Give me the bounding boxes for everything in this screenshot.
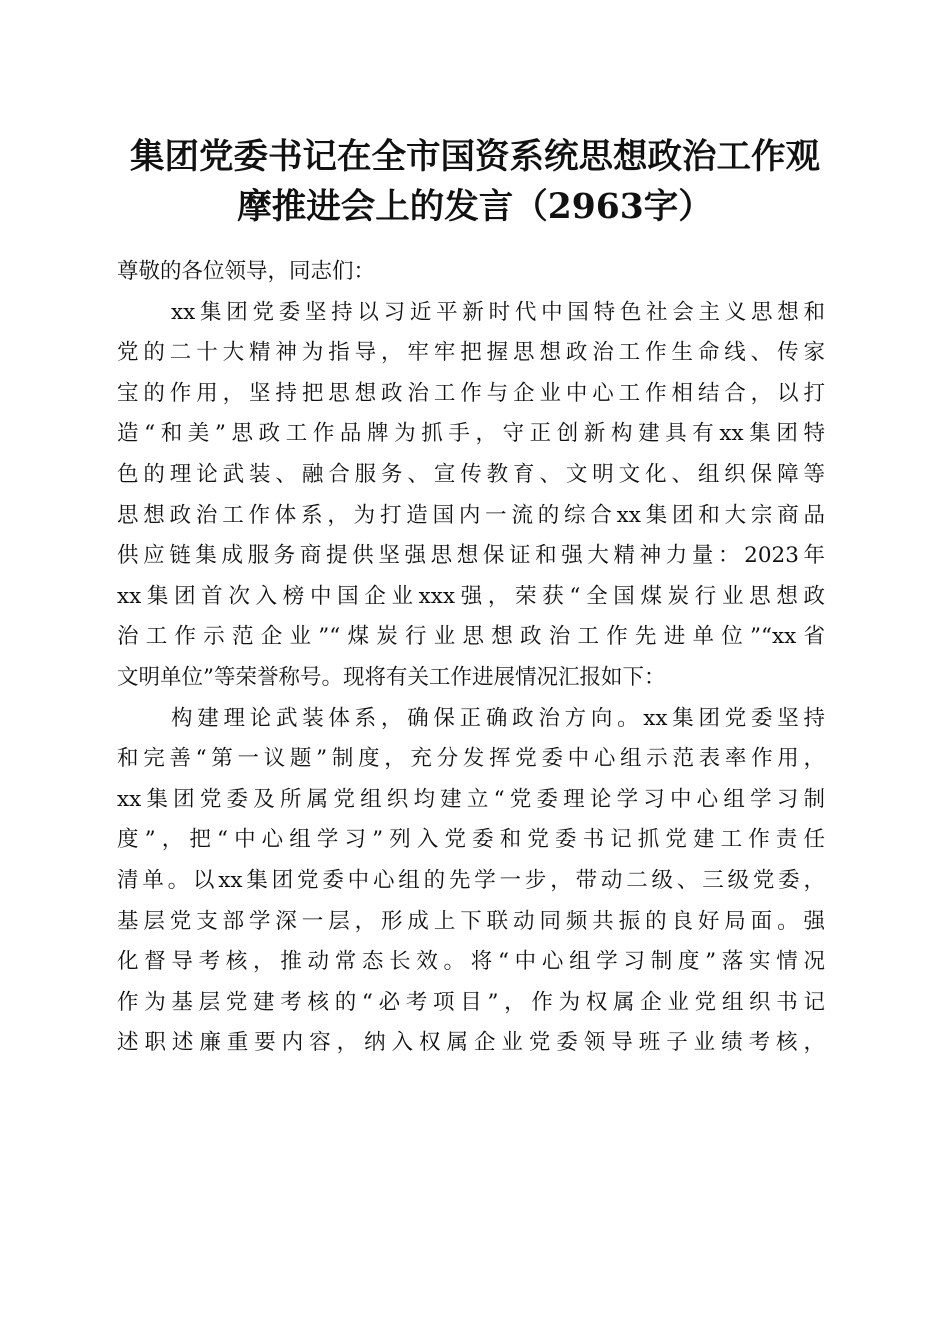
paragraph-line: xx集团党委及所属党组织均建立“党委理论学习中心组学习制	[117, 786, 825, 812]
paragraph-intro	[117, 293, 825, 699]
paragraph-line: 造“和美”思政工作品牌为抓手，守正创新构建具有xx集团特	[117, 421, 825, 447]
title-line-2: 摩推进会上的发言（2963字）	[237, 187, 713, 227]
paragraph-line: 和完善“第一议题”制度，充分发挥党委中心组示范表率作用，	[117, 746, 825, 772]
paragraph-line: 宝的作用，坚持把思想政治工作与企业中心工作相结合，以打	[117, 380, 825, 406]
paragraph-line: xx集团首次入榜中国企业xxx强，荣获“全国煤炭行业思想政	[117, 583, 825, 609]
paragraph-line: 化督导考核，推动常态长效。将“中心组学习制度”落实情况	[117, 949, 825, 975]
paragraph-line: 清单。以xx集团党委中心组的先学一步，带动二级、三级党委，	[117, 867, 825, 893]
paragraph-line: 色的理论武装、融合服务、宣传教育、文明文化、组织保障等	[117, 461, 825, 487]
title-line-1: 集团党委书记在全市国资系统思想政治工作观	[130, 137, 820, 177]
paragraph-line: 供应链集成服务商提供坚强思想保证和强大精神力量：2023年	[117, 543, 825, 569]
paragraph-line: 作为基层党建考核的“必考项目”，作为权属企业党组织书记	[117, 989, 825, 1015]
paragraph-line: 构建理论武装体系，确保正确政治方向。xx集团党委坚持	[171, 705, 825, 731]
paragraph-line: xx集团党委坚持以习近平新时代中国特色社会主义思想和	[171, 299, 825, 325]
salutation: 尊敬的各位领导，同志们：	[117, 259, 376, 284]
document-title	[100, 132, 850, 232]
document-body	[117, 252, 825, 1064]
paragraph-line: 度”，把“中心组学习”列入党委和党委书记抓党建工作责任	[117, 827, 825, 853]
paragraph-line: 党的二十大精神为指导，牢牢把握思想政治工作生命线、传家	[117, 340, 825, 366]
paragraph-line: 文明单位”等荣誉称号。现将有关工作进展情况汇报如下：	[117, 664, 666, 690]
paragraph-theory	[117, 699, 825, 1064]
paragraph-line: 思想政治工作体系，为打造国内一流的综合xx集团和大宗商品	[117, 502, 825, 528]
paragraph-line: 述职述廉重要内容，纳入权属企业党委领导班子业绩考核，	[117, 1030, 825, 1056]
paragraph-line: 基层党支部学深一层，形成上下联动同频共振的良好局面。强	[117, 908, 825, 934]
paragraph-line: 治工作示范企业”“煤炭行业思想政治工作先进单位”“xx省	[117, 624, 825, 650]
